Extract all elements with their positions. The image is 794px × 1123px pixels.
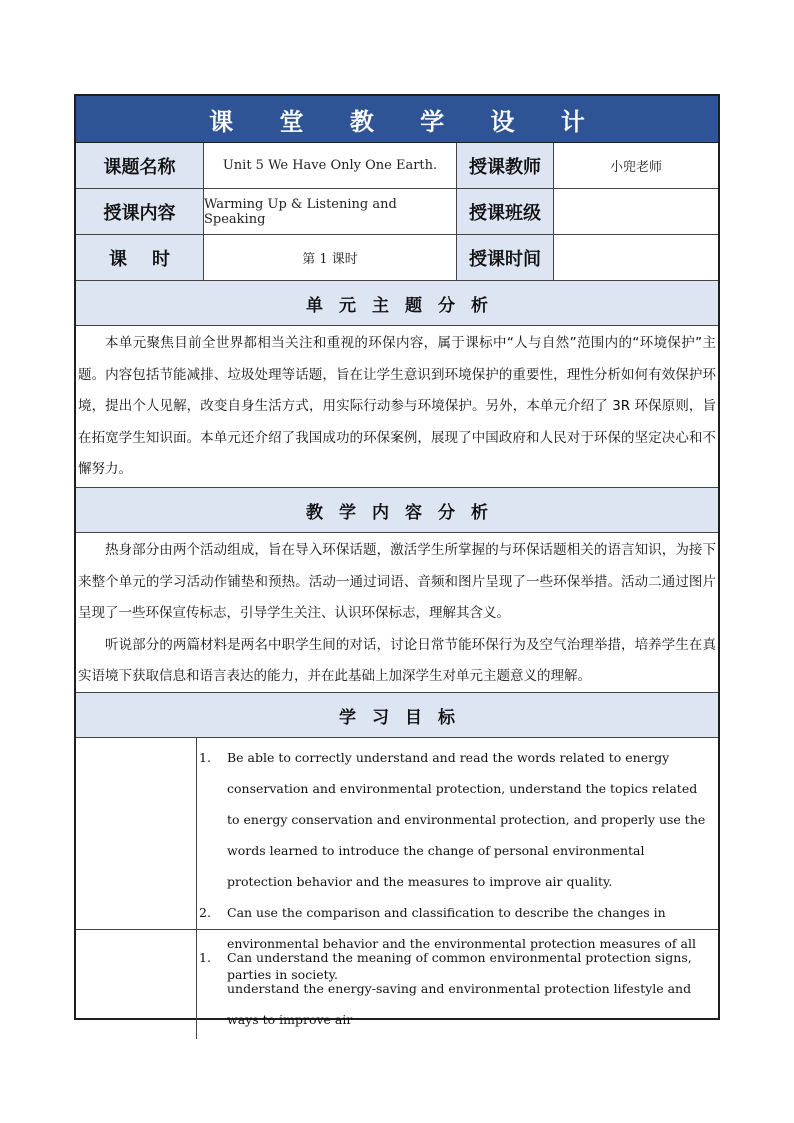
objective-group-label bbox=[76, 930, 197, 1039]
content-analysis-paragraph: 热身部分由两个活动组成，旨在导入环保话题，激活学生所掌握的与环保话题相关的语言知识，为接下来整个单元的学习活动作铺垫和预热。活动一通过词语、音频和图片呈现了一些环保举措。活动二通过图片呈现了一些环保宣传标志，引导学生关注、认识环保标志，理解其含义。 bbox=[78, 542, 716, 621]
unit-analysis-heading: 单元主题分析 bbox=[76, 281, 718, 326]
document-title: 课 堂 教 学 设 计 bbox=[76, 96, 718, 143]
unit-analysis-body bbox=[76, 326, 718, 488]
content-analysis-paragraph: 听说部分的两篇材料是两名中职学生间的对话，讨论日常节能环保行为及空气治理举措，培养学生在真实语境下获取信息和语言表达的能力，并在此基础上加深学生对单元主题意义的理解。 bbox=[78, 636, 716, 684]
content-value: Warming Up & Listening and Speaking bbox=[204, 189, 457, 235]
time-label: 授课时间 bbox=[457, 235, 554, 281]
time-value bbox=[554, 235, 718, 281]
teacher-label: 授课教师 bbox=[457, 143, 554, 189]
objective-number: 2. bbox=[199, 905, 211, 920]
objective-item bbox=[197, 942, 710, 1035]
objective-number: 1. bbox=[199, 750, 211, 765]
subject-name-label: 课题名称 bbox=[76, 143, 204, 189]
objective-list bbox=[197, 930, 718, 1039]
objectives-heading: 学习目标 bbox=[76, 693, 718, 738]
objective-number: 1. bbox=[199, 950, 211, 965]
class-value bbox=[554, 189, 718, 235]
content-analysis-body bbox=[76, 533, 718, 693]
subject-name-value: Unit 5 We Have Only One Earth. bbox=[204, 143, 457, 189]
objective-text: Can understand the meaning of common environmental protection signs, understand the energy-saving and environmental protection lifestyle and ways to improve air bbox=[227, 950, 692, 1027]
lesson-plan-table bbox=[74, 94, 720, 1027]
content-label: 授课内容 bbox=[76, 189, 204, 235]
objective-item bbox=[197, 742, 710, 897]
period-value: 第 1 课时 bbox=[204, 235, 457, 281]
objective-text: Can use the comparison and classification to describe the changes in environmental behavior and the environmental protection measures of all parties in society. bbox=[227, 905, 696, 982]
objective-text: Be able to correctly understand and read the words related to energy conservation and environmental protection, understand the topics related to energy conservation and environmental protection, and properly use the words learned to introduce the change of personal environmental protection behavior and the measures to improve air quality. bbox=[227, 750, 706, 889]
info-grid bbox=[76, 143, 718, 281]
objective-group bbox=[76, 738, 718, 982]
content-analysis-heading: 教学内容分析 bbox=[76, 488, 718, 533]
class-label: 授课班级 bbox=[457, 189, 554, 235]
objective-group bbox=[76, 930, 718, 1027]
teacher-value: 小兜老师 bbox=[554, 143, 718, 189]
period-label: 课 时 bbox=[76, 235, 204, 281]
unit-analysis-paragraph: 本单元聚焦目前全世界都相当关注和重视的环保内容，属于课标中“人与自然”范围内的“环境保护”主题。内容包括节能减排、垃圾处理等话题，旨在让学生意识到环境保护的重要性，理性分析如何有效保护环境，提出个人见解，改变自身生活方式，用实际行动参与环境保护。另外，本单元介绍了 3R 环保原则，旨在拓宽学生知识面。本单元还介绍了我国成功的环保案例，展现了中国政府和人民对于环保的坚定决心和不懈努力。 bbox=[78, 335, 716, 477]
